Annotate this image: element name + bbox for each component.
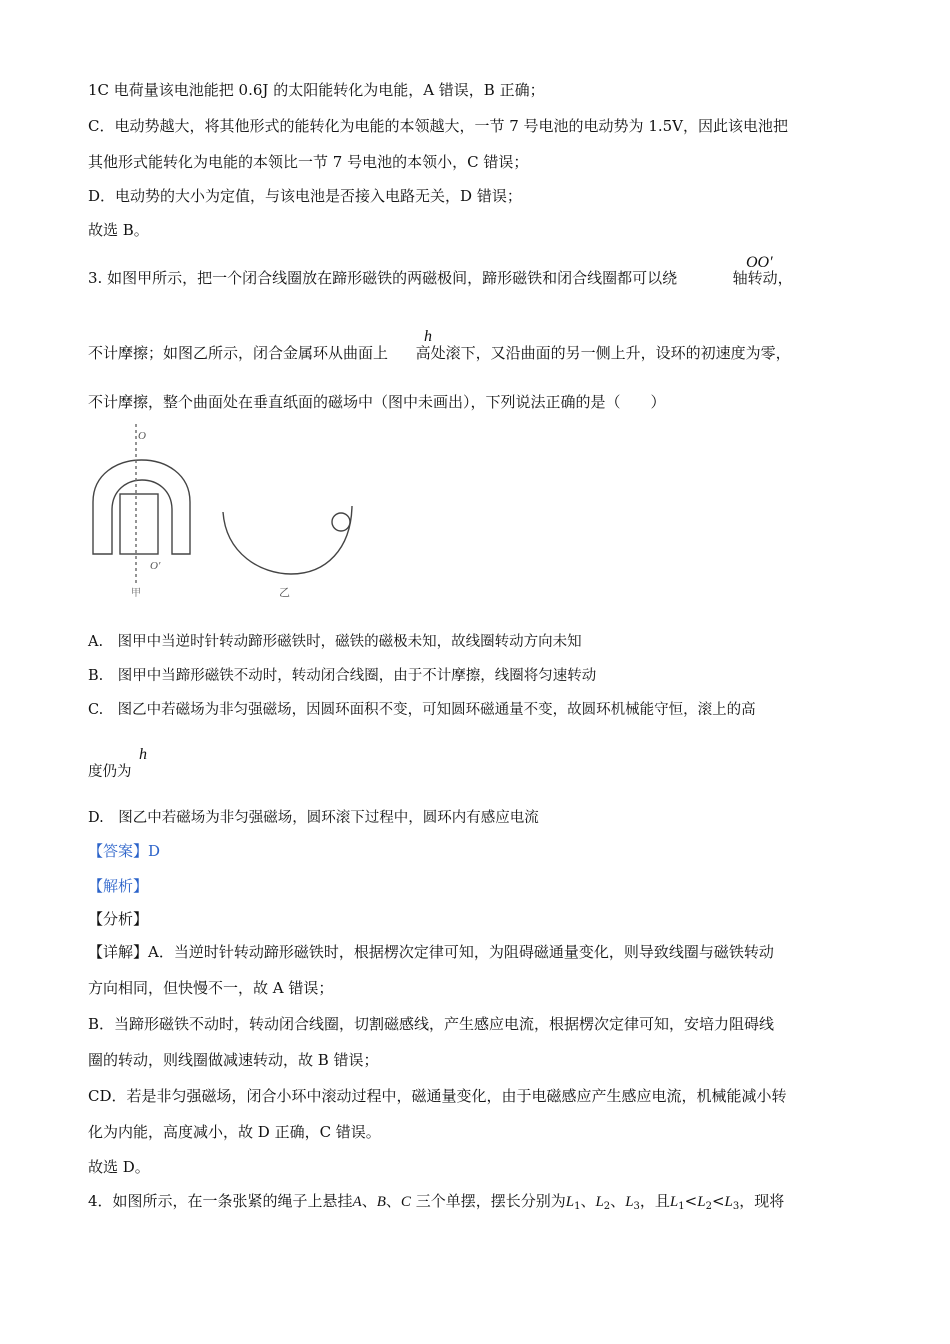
label-o-top: O [138,430,146,442]
fenxi-label: 【分析】 [88,910,149,928]
symbol-h-option-c: h [139,746,147,763]
symbol-h: h [424,328,432,345]
detail-line-1: 【详解】A．当逆时针转动蹄形磁铁时，根据楞次定律可知，为阻碍磁通量变化，则导致线圈与磁铁转动 [88,943,774,961]
q3-text-d: 高处滚下，又沿曲面的另一侧上升，设环的初速度为零， [415,344,791,362]
option-d: D. 图乙中若磁场为非匀强磁场，圆环滚下过程中，圆环内有感应电流 [88,810,539,826]
question-3-line-3: 不计摩擦，整个曲面处在垂直纸面的磁场中（图中未画出），下列说法正确的是（ ） [88,393,666,411]
detail-line-4: 圈的转动，则线圈做减速转动，故 B 错误； [88,1051,379,1069]
option-c-line-2: 度仍为 [88,764,132,780]
q3-text-b: 轴转动， [732,269,793,287]
analysis-label: 【解析】 [88,877,149,895]
q3-text-a: 3. 如图甲所示，把一个闭合线圈放在蹄形磁铁的两磁极间，蹄形磁铁和闭合线圈都可以绕 [88,269,678,287]
detail-line-5: CD．若是非匀强磁场，闭合小环中滚动过程中，磁通量变化，由于电磁感应产生感应电流，机械能减小转 [88,1087,787,1105]
question-3-line-2 [88,343,791,363]
detail-line-6: 化为内能，高度减小，故 D 正确，C 错误。 [88,1123,381,1141]
detail-line-7: 故选 D。 [88,1158,150,1176]
text-line-3: 其他形式能转化为电能的本领比一节 7 号电池的本领小，C 错误； [88,153,529,171]
question-4-line-1: 4．如图所示，在一条张紧的绳子上悬挂A、B、C 三个单摆，摆长分别为$L_1$、$L_2$、$L_3$，且$L_1<L_2<L_3$，现将 [88,1192,785,1212]
text-line-2: C．电动势越大，将其他形式的能转化为电能的本领越大，一节 7 号电池的电动势为 1.5V，因此该电池把 [88,117,789,135]
curved-track-diagram [223,506,352,574]
text-line-4: D．电动势的大小为定值，与该电池是否接入电路无关，D 错误； [88,187,522,205]
option-c-line-1: C. 图乙中若磁场为非匀强磁场，因圆环面积不变，可知圆环磁通量不变，故圆环机械能守恒，滚上的高 [88,702,756,718]
q3-text-c: 不计摩擦；如图乙所示，闭合金属环从曲面上 [88,344,389,362]
question-3-line-1 [88,268,793,288]
physics-figure [86,424,366,608]
label-o-bottom: O′ [150,560,161,572]
detail-line-2: 方向相同，但快慢不一，故 A 错误； [88,979,334,997]
answer-label: 【答案】D [88,842,161,860]
label-yi: 乙 [279,587,290,599]
horseshoe-magnet-diagram [93,424,190,584]
text-line-1: 1C 电荷量该电池能把 0.6J 的太阳能转化为电能，A 错误，B 正确； [88,81,545,99]
symbol-oo-prime: OO′ [746,254,773,271]
detail-line-3: B．当蹄形磁铁不动时，转动闭合线圈，切割磁感线，产生感应电流，根据楞次定律可知，安培力阻碍线 [88,1015,775,1033]
option-b: B. 图甲中当蹄形磁铁不动时，转动闭合线圈，由于不计摩擦，线圈将匀速转动 [88,668,597,684]
text-line-5: 故选 B。 [88,221,149,239]
option-a: A. 图甲中当逆时针转动蹄形磁铁时，磁铁的磁极未知，故线圈转动方向未知 [88,634,582,650]
label-jia: 甲 [131,588,141,599]
